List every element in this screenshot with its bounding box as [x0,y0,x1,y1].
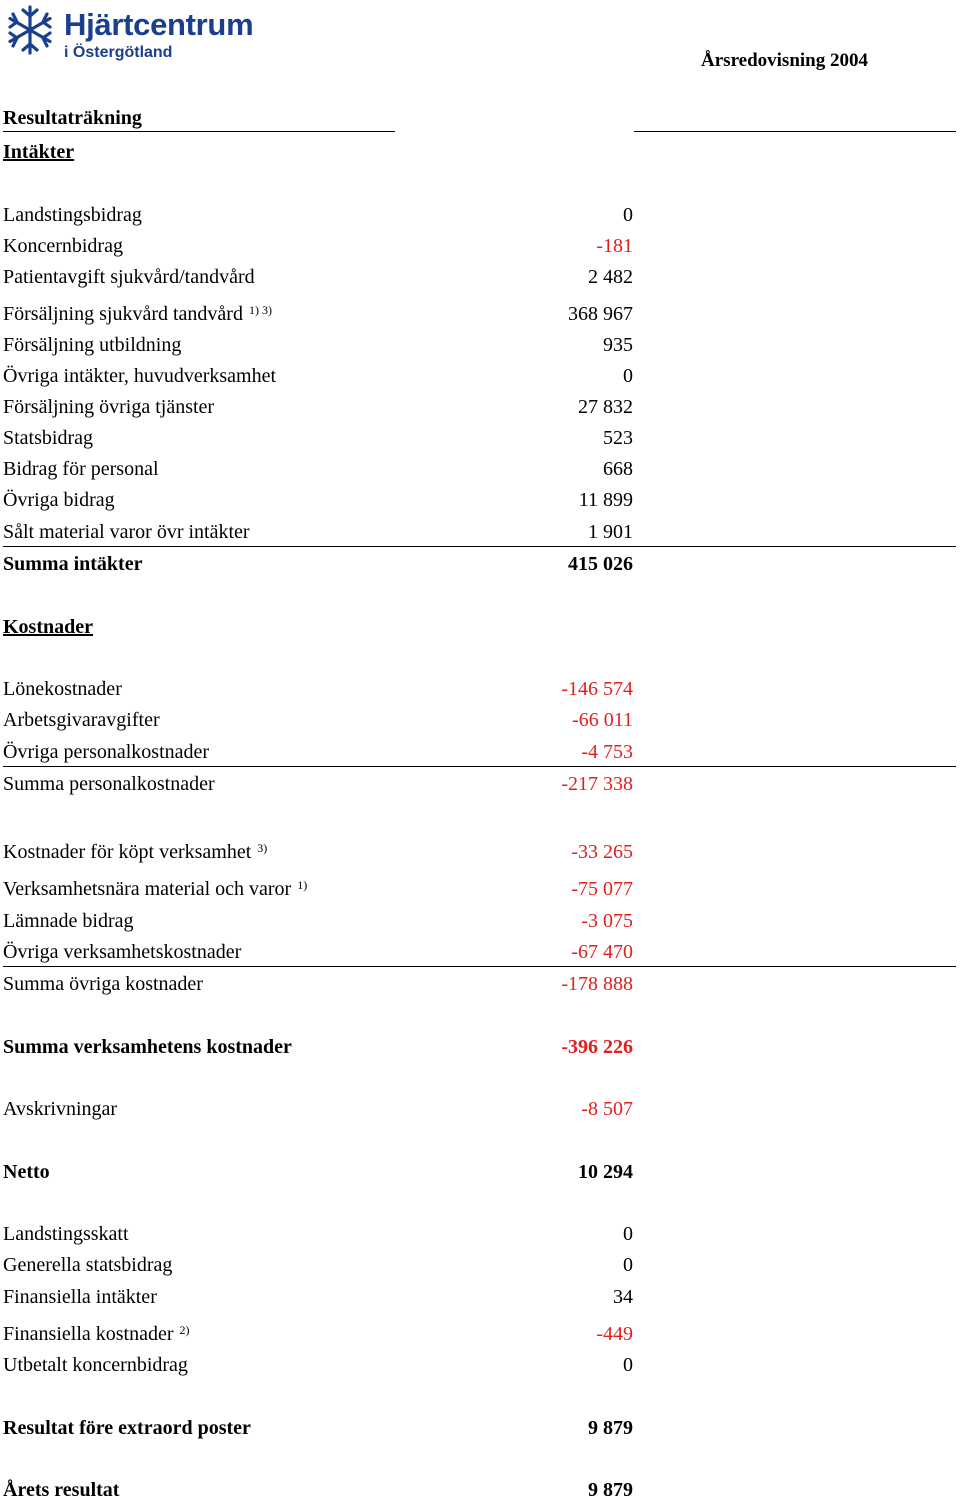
row-value: -75 077 [571,878,633,900]
row-value: 0 [623,365,633,387]
row-value: 668 [603,458,633,480]
footnote-marker: 3) [257,841,268,855]
row-value: 368 967 [568,303,633,325]
row-label: Statsbidrag [3,427,93,449]
row-value: 523 [603,427,633,449]
list-item [0,201,960,229]
row-label: Summa övriga kostnader [3,973,203,995]
list-item [0,1351,960,1379]
row-label: Försäljning utbildning [3,334,182,356]
row-label: Lönekostnader [3,678,122,700]
list-item [0,455,960,483]
list-item [0,675,960,703]
org-subtitle: i Östergötland [64,44,173,61]
report-title: Årsredovisning 2004 [701,50,868,71]
row-label: Bidrag för personal [3,458,159,480]
subtotal-rule [3,546,956,547]
net-row [0,1158,960,1186]
row-label: Verksamhetsnära material och varor [3,878,292,900]
list-item [0,393,960,421]
list-item [0,1251,960,1279]
row-label: Utbetalt koncernbidrag [3,1354,188,1376]
row-value: 2 482 [588,266,633,288]
row-label: Övriga intäkter, huvudverksamhet [3,365,277,387]
row-value: -33 265 [571,841,633,863]
row-value: 27 832 [578,396,633,418]
footnote-marker: 2) [179,1323,190,1337]
operating-costs-total-row [0,1033,960,1061]
snowflake-logo-icon [4,4,56,56]
row-value: -66 011 [572,709,633,731]
title-rule-right [634,131,956,132]
row-value: -217 338 [561,773,633,795]
row-value: 0 [623,1223,633,1245]
row-label: Övriga bidrag [3,489,115,511]
row-value: 415 026 [568,553,633,575]
row-label: Patientavgift sjukvård/tandvård [3,266,255,288]
list-item [0,300,960,328]
row-value: 935 [603,334,633,356]
list-item [0,424,960,452]
row-value: 9 879 [588,1417,633,1439]
row-value: -67 470 [571,941,633,963]
list-item [0,263,960,291]
row-label: Landstingsbidrag [3,204,142,226]
row-label: Avskrivningar [3,1098,118,1120]
row-label: Finansiella intäkter [3,1286,157,1308]
org-name: Hjärtcentrum [64,7,254,42]
list-item [0,938,960,966]
list-item [0,706,960,734]
result-before-extra-row [0,1414,960,1442]
row-value: 34 [613,1286,633,1308]
row-value: 11 899 [578,489,633,511]
row-value: -181 [596,235,633,257]
income-total-row [0,550,960,578]
row-value: 10 294 [578,1161,633,1183]
list-item [0,331,960,359]
row-label: Generella statsbidrag [3,1254,173,1276]
list-item [0,1220,960,1248]
income-heading: Intäkter [3,141,75,163]
footnote-marker: 1) [297,878,308,892]
row-label: Kostnader för köpt verksamhet [3,841,252,863]
costs-heading: Kostnader [3,616,93,638]
row-label: Koncernbidrag [3,235,123,257]
row-value: -3 075 [581,910,633,932]
list-item [0,838,960,866]
list-item [0,486,960,514]
row-label: Årets resultat [3,1479,120,1501]
row-value: -396 226 [561,1036,633,1058]
list-item [0,1283,960,1311]
row-value: 9 879 [588,1479,633,1501]
row-label: Försäljning sjukvård tandvård [3,303,243,325]
list-item [0,875,960,903]
row-value: 0 [623,1354,633,1376]
list-item [0,518,960,546]
subtotal-rule [3,766,956,767]
list-item [0,738,960,766]
row-label: Summa intäkter [3,553,143,575]
row-value: -449 [596,1323,633,1345]
row-label: Lämnade bidrag [3,910,134,932]
year-result-row [0,1476,960,1504]
row-label: Sålt material varor övr intäkter [3,521,250,543]
list-item [0,362,960,390]
row-value: -4 753 [581,741,633,763]
subtotal-rule [3,966,956,967]
row-value: -8 507 [581,1098,633,1120]
row-value: -178 888 [561,973,633,995]
row-label: Arbetsgivaravgifter [3,709,160,731]
row-label: Finansiella kostnader [3,1323,174,1345]
statement-title: Resultaträkning [3,107,142,129]
row-label: Summa personalkostnader [3,773,215,795]
row-label: Övriga verksamhetskostnader [3,941,242,963]
row-label: Landstingsskatt [3,1223,129,1245]
depreciation-row [0,1095,960,1123]
list-item [0,232,960,260]
row-label: Resultat före extraord poster [3,1417,251,1439]
row-value: 0 [623,204,633,226]
row-value: 0 [623,1254,633,1276]
personnel-total-row [0,770,960,798]
row-label: Netto [3,1161,50,1183]
footnote-marker: 1) 3) [248,303,272,317]
row-label: Försäljning övriga tjänster [3,396,215,418]
row-value: -146 574 [561,678,633,700]
other-costs-total-row [0,970,960,998]
row-value: 1 901 [588,521,633,543]
list-item [0,1320,960,1348]
list-item [0,907,960,935]
row-label: Övriga personalkostnader [3,741,210,763]
row-label: Summa verksamhetens kostnader [3,1036,292,1058]
